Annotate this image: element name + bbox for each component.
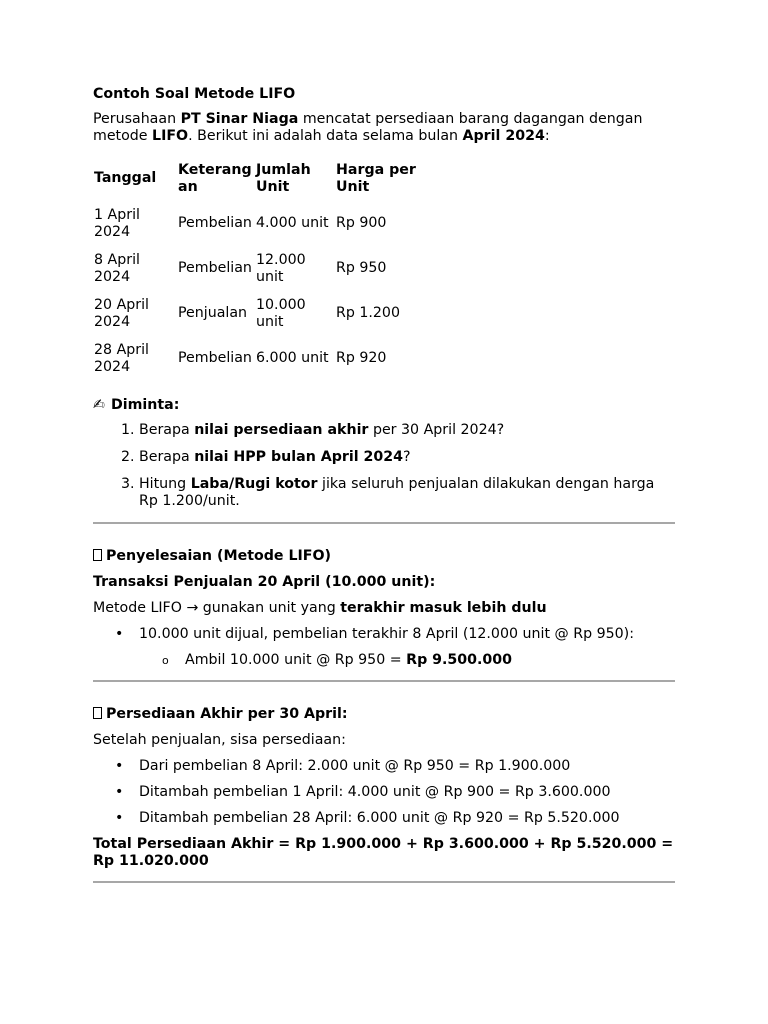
list-item <box>139 449 675 466</box>
question-text: Berapa <box>139 449 195 465</box>
table-cell: 12.000 unit <box>256 251 306 285</box>
table-cell: 4.000 unit <box>256 215 329 231</box>
table-cell: Rp 920 <box>336 350 387 366</box>
lifo-explanation <box>93 600 675 617</box>
diminta-heading <box>93 397 675 414</box>
table-cell: Pembelian <box>178 215 252 231</box>
divider <box>93 680 675 682</box>
table-row <box>94 246 436 291</box>
document-page <box>93 86 675 883</box>
table-cell: Rp 950 <box>336 260 387 276</box>
persediaan-heading <box>93 706 675 723</box>
question-text: Berapa <box>139 422 195 438</box>
period-name: April 2024 <box>462 128 545 144</box>
question-text: per 30 April 2024? <box>368 422 505 438</box>
question-text: ? <box>403 449 411 465</box>
table-row <box>94 291 436 336</box>
list-item: • Ditambah pembelian 28 April: 6.000 unit @ Rp 920 = Rp 5.520.000 <box>139 810 675 827</box>
table-row <box>94 201 436 246</box>
intro-text-3: . Berikut ini adalah data selama bulan <box>188 128 463 144</box>
transaksi-heading: Transaksi Penjualan 20 April (10.000 unit): <box>93 574 436 590</box>
table-header-row <box>94 156 436 201</box>
writing-hand-icon: ✍ <box>93 397 105 413</box>
list-item <box>139 422 675 439</box>
total-persediaan: Total Persediaan Akhir = Rp 1.900.000 + Rp 3.600.000 + Rp 5.520.000 = Rp 11.020.000 <box>93 836 674 869</box>
table-cell: Pembelian <box>178 350 252 366</box>
method-name: LIFO <box>152 128 189 144</box>
list-item <box>185 652 675 669</box>
table-cell: 10.000 unit <box>256 296 306 330</box>
divider <box>93 881 675 883</box>
persediaan-intro: Setelah penjualan, sisa persediaan: <box>93 732 346 748</box>
question-text: Hitung <box>139 476 191 492</box>
table-cell: 20 April 2024 <box>94 296 149 330</box>
bullet-text: 10.000 unit dijual, pembelian terakhir 8 April (12.000 unit @ Rp 950): <box>139 626 634 642</box>
list-item <box>139 626 675 669</box>
document-title: Contoh Soal Metode LIFO <box>93 86 296 102</box>
question-emphasis: Laba/Rugi kotor <box>190 476 318 492</box>
list-item: • Dari pembelian 8 April: 2.000 unit @ Rp 950 = Rp 1.900.000 <box>139 758 675 775</box>
question-emphasis: nilai persediaan akhir <box>194 422 369 438</box>
header-keterangan: Keterang an <box>178 161 252 195</box>
sub-bullet-text: Ambil 10.000 unit @ Rp 950 = <box>185 652 407 668</box>
penyelesaian-heading <box>93 548 675 565</box>
table-row <box>94 336 436 381</box>
missing-glyph-icon <box>93 707 102 719</box>
intro-text-2: mencatat persediaan barang dagangan dengan metode <box>93 111 643 144</box>
inventory-table <box>94 156 436 381</box>
explanation-text: Metode LIFO → gunakan unit yang <box>93 600 341 616</box>
company-name: PT Sinar Niaga <box>180 111 299 127</box>
header-harga-per-unit: Harga per Unit <box>336 161 416 195</box>
diminta-label: Diminta: <box>110 397 180 413</box>
question-text: jika seluruh penjualan dilakukan dengan harga Rp 1.200/unit. <box>139 476 655 509</box>
table-cell: 6.000 unit <box>256 350 329 366</box>
table-cell: Pembelian <box>178 260 252 276</box>
divider <box>93 522 675 524</box>
table-cell: 8 April 2024 <box>94 251 140 285</box>
intro-text-4: : <box>544 128 550 144</box>
intro-text-1: Perusahaan <box>93 111 181 127</box>
table-cell: Rp 1.200 <box>336 305 400 321</box>
header-jumlah-unit: Jumlah Unit <box>256 161 311 195</box>
sub-bullet-list <box>139 652 675 669</box>
penjualan-bullet-list <box>93 626 675 669</box>
table-cell: Penjualan <box>178 305 248 321</box>
intro-paragraph <box>93 111 675 145</box>
list-item: • Ditambah pembelian 1 April: 4.000 unit @ Rp 900 = Rp 3.600.000 <box>139 784 675 801</box>
persediaan-bullet-list <box>93 758 675 827</box>
list-item <box>139 476 675 510</box>
table-cell: 1 April 2024 <box>94 206 140 240</box>
explanation-emphasis: terakhir masuk lebih dulu <box>340 600 547 616</box>
header-tanggal: Tanggal <box>94 170 157 186</box>
question-list <box>93 422 675 510</box>
table-cell: 28 April 2024 <box>94 341 149 375</box>
table-cell: Rp 900 <box>336 215 387 231</box>
persediaan-title: Persediaan Akhir per 30 April: <box>106 706 348 722</box>
question-emphasis: nilai HPP bulan April 2024 <box>194 449 404 465</box>
sub-bullet-emphasis: Rp 9.500.000 <box>406 652 513 668</box>
missing-glyph-icon <box>93 549 102 561</box>
penyelesaian-title: Penyelesaian (Metode LIFO) <box>106 548 331 564</box>
